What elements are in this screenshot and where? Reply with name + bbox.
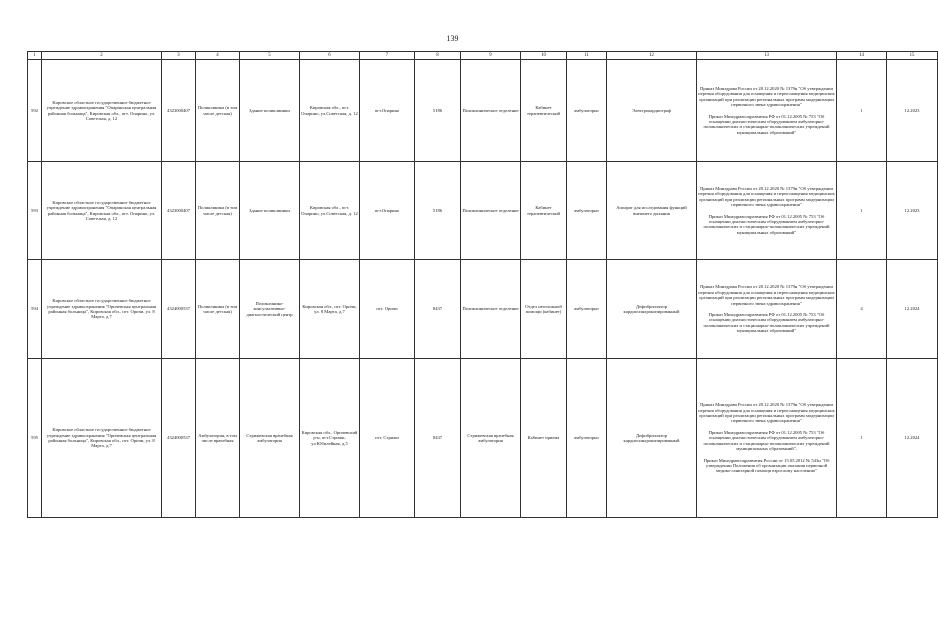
legal-basis-cell: [697, 60, 837, 162]
col-header: 5: [240, 52, 300, 60]
facility-type-cell: Поликлиника (в том числе детская): [196, 260, 240, 359]
room-cell: Кабинет терапевтический: [521, 60, 567, 162]
locality-cell: пгт. Стрижи: [360, 359, 415, 518]
organization-cell: Кировское областное государственное бюджетное учреждение здравоохранения "Опаринская центральная районная больница", Кировская обл., пгт. Опарино, ул. Советская, д. 12: [42, 162, 162, 260]
row-number: 595: [28, 359, 42, 518]
col-header: 3: [162, 52, 196, 60]
facility-type-cell: Амбулатория, в том числе врачебная: [196, 359, 240, 518]
table-row: [28, 260, 938, 359]
row-number: 594: [28, 260, 42, 359]
row-number: 592: [28, 60, 42, 162]
legal-basis-cell: [697, 260, 837, 359]
organization-cell: Кировское областное государственное бюджетное учреждение здравоохранения "Оричевская центральная районная больница", Кировская обл., пгт. Оричи, ул. 8 Марта, д.7: [42, 260, 162, 359]
col-header: 11: [567, 52, 607, 60]
row-number: 593: [28, 162, 42, 260]
equipment-cell: Дефибриллятор кардиосинхронизированный: [607, 260, 697, 359]
legal-doc: Приказ Минздравсоцразвития России от 15.05.2012 № 543н "Об утверждении Положения об организации оказания первичной медико-санитарной помощи взрослому населению": [703, 457, 830, 474]
room-cell: Кабинет терапевтический: [521, 162, 567, 260]
date-cell: 12.2023: [887, 60, 938, 162]
room-cell: Кабинет приема: [521, 359, 567, 518]
quantity-cell: 4: [837, 260, 887, 359]
building-cell: Поликлинико-консультативно-диагностический центр: [240, 260, 300, 359]
population-cell: 8437: [415, 359, 461, 518]
mode-cell: амбулаторно: [567, 260, 607, 359]
population-cell: 5186: [415, 60, 461, 162]
col-header: 6: [300, 52, 360, 60]
inn-cell: 4324000537: [162, 260, 196, 359]
address-cell: Кировская обл., Оричевский р-н, пгт.Стрижи, ул.Юбилейная, д.5: [300, 359, 360, 518]
inn-cell: 4323000407: [162, 162, 196, 260]
table-row: [28, 359, 938, 518]
legal-doc: Приказ Минздрава России от 28.12.2020 № 1379н "Об утверждении перечня оборудования для оснащения и переоснащения медицинских организаций при реализации региональных программ модернизации первичного звена здравоохранения": [698, 402, 835, 424]
col-header: 4: [196, 52, 240, 60]
unit-cell: Поликлиническое отделение: [461, 162, 521, 260]
address-cell: Кировская обл., пгт. Опарино, ул.Советская, д. 12: [300, 162, 360, 260]
col-header: 12: [607, 52, 697, 60]
building-cell: Стрижевская врачебная амбулатория: [240, 359, 300, 518]
table-row: [28, 60, 938, 162]
locality-cell: пгт. Оричи: [360, 260, 415, 359]
legal-doc: Приказ Минздравсоцразвития РФ от 01.12.2005 № 753 "Об оснащении диагностическим оборудованием амбулаторно-поликлинических и стационарно-поликлинических учреждений муниципальных образований": [703, 113, 830, 135]
equipment-registry-table: [27, 51, 938, 518]
mode-cell: амбулаторно: [567, 60, 607, 162]
date-cell: 12.2024: [887, 260, 938, 359]
room-cell: Отдел неотложной помощи (кабинет): [521, 260, 567, 359]
quantity-cell: 1: [837, 162, 887, 260]
building-cell: Здание поликлиники: [240, 60, 300, 162]
col-header: 9: [461, 52, 521, 60]
equipment-cell: Дефибриллятор кардиосинхронизированный: [607, 359, 697, 518]
locality-cell: пгт.Опарино: [360, 60, 415, 162]
inn-cell: 4323000407: [162, 60, 196, 162]
table-row: [28, 162, 938, 260]
mode-cell: амбулаторно: [567, 359, 607, 518]
col-header: 2: [42, 52, 162, 60]
facility-type-cell: Поликлиника (в том числе детская): [196, 162, 240, 260]
address-cell: Кировская обл., пгт. Оричи, ул. 8 Марта, д.7: [300, 260, 360, 359]
unit-cell: Поликлиническое отделение: [461, 260, 521, 359]
legal-basis-cell: [697, 162, 837, 260]
inn-cell: 4324000537: [162, 359, 196, 518]
unit-cell: Поликлиническое отделение: [461, 60, 521, 162]
col-header: 13: [697, 52, 837, 60]
col-header: 7: [360, 52, 415, 60]
legal-doc: Приказ Минздрава России от 28.12.2020 № 1379н "Об утверждении перечня оборудования для оснащения и переоснащения медицинских организаций при реализации региональных программ модернизации первичного звена здравоохранения": [698, 85, 835, 108]
col-header: 15: [887, 52, 938, 60]
col-header: 14: [837, 52, 887, 60]
mode-cell: амбулаторно: [567, 162, 607, 260]
locality-cell: пгт.Опарино: [360, 162, 415, 260]
quantity-cell: 1: [837, 60, 887, 162]
col-header: 8: [415, 52, 461, 60]
quantity-cell: 1: [837, 359, 887, 518]
equipment-cell: Электрокардиограф: [607, 60, 697, 162]
legal-doc: Приказ Минздравсоцразвития РФ от 01.12.2005 № 753 "Об оснащении диагностическим оборудованием амбулаторно-поликлинических и стационарно-поликлинических учреждений муниципальных образований",: [703, 429, 830, 452]
header-row: [28, 52, 938, 60]
facility-type-cell: Поликлиника (в том числе детская): [196, 60, 240, 162]
page-number: 139: [446, 34, 459, 43]
population-cell: 5186: [415, 162, 461, 260]
equipment-cell: Аппарат для исследования функций внешнего дыхания: [607, 162, 697, 260]
date-cell: 12.2023: [887, 162, 938, 260]
date-cell: 12.2024: [887, 359, 938, 518]
col-header: 1: [28, 52, 42, 60]
legal-doc: Приказ Минздрава России от 28.12.2020 № 1379н "Об утверждении перечня оборудования для оснащения и переоснащения медицинских организаций при реализации региональных программ модернизации первичного звена здравоохранения": [698, 185, 835, 208]
legal-doc: Приказ Минздравсоцразвития РФ от 01.12.2005 № 753 "Об оснащении диагностическим оборудованием амбулаторно-поликлинических и стационарно-поликлинических учреждений муниципальных образований": [703, 213, 830, 235]
address-cell: Кировская обл., пгт. Опарино, ул.Советская, д. 12: [300, 60, 360, 162]
col-header: 10: [521, 52, 567, 60]
building-cell: Здание поликлиники: [240, 162, 300, 260]
population-cell: 8437: [415, 260, 461, 359]
legal-basis-cell: [697, 359, 837, 518]
organization-cell: Кировское областное государственное бюджетное учреждение здравоохранения "Оричевская центральная районная больница", Кировская обл., пгт. Оричи, ул. 8 Марта, д.7: [42, 359, 162, 518]
unit-cell: Стрижевская врачебная амбулатория: [461, 359, 521, 518]
legal-doc: Приказ Минздравсоцразвития РФ от 01.12.2005 № 753 "Об оснащении диагностическим оборудованием амбулаторно-поликлинических и стационарно-поликлинических учреждений муниципальных образований": [703, 312, 830, 334]
organization-cell: Кировское областное государственное бюджетное учреждение здравоохранения "Опаринская центральная районная больница", Кировская обл., пгт. Опарино, ул. Советская, д. 12: [42, 60, 162, 162]
legal-doc: Приказ Минздрава России от 28.12.2020 № 1379н "Об утверждении перечня оборудования для оснащения и переоснащения медицинских организаций при реализации региональных программ модернизации первичного звена здравоохранения": [698, 284, 835, 306]
